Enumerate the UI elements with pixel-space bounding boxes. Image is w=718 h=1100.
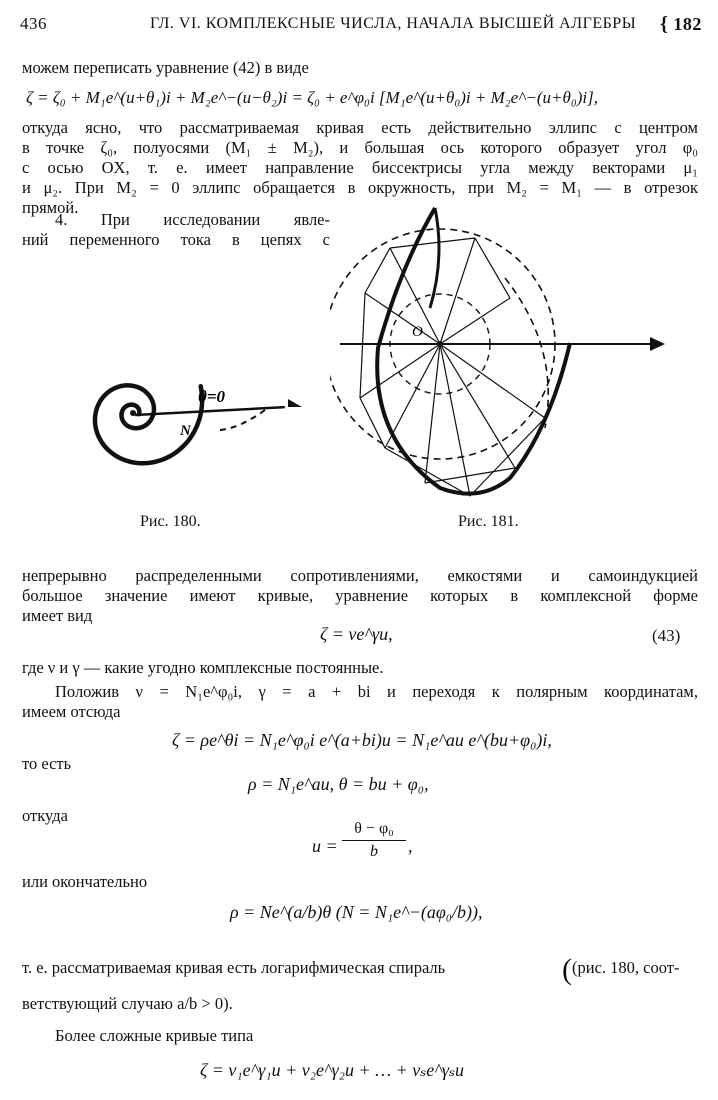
equation-43-number: (43): [652, 626, 681, 645]
para1-line6: прямой.: [22, 198, 79, 217]
para1-line1: можем переписать уравнение (42) в виде: [22, 58, 309, 77]
page-number: 436: [20, 14, 47, 33]
para1-line2: откуда ясно, что рассматриваемая кривая есть действительно эллипс с центром: [22, 118, 698, 137]
spiral-dashed-tail: [220, 410, 265, 430]
otkuda-text: откуда: [22, 806, 68, 825]
para3-line3: имеет вид: [22, 606, 93, 625]
para3-line4: где ν и γ — какие угодно комплексные постоянные.: [22, 658, 384, 677]
to-est-text: то есть: [22, 754, 72, 773]
theta-label: θ=0: [198, 387, 226, 406]
section-number-text: 182: [673, 14, 702, 34]
figure-180-caption: Рис. 180.: [140, 513, 201, 530]
para4-line3a: т. е. рассматриваемая кривая есть логарифмическая спираль: [22, 958, 446, 977]
axis-arrowhead: [288, 399, 302, 407]
running-head: ГЛ. VI. КОМПЛЕКСНЫЕ ЧИСЛА, НАЧАЛА ВЫСШЕЙ АЛГЕБРЫ: [150, 15, 637, 32]
para4-line4: ветствующий случаю a/b > 0).: [22, 994, 233, 1013]
spiral-center: [130, 410, 136, 416]
bold-curve: [377, 208, 570, 494]
origin-label: O: [412, 324, 423, 340]
equation-final-spiral: ρ = Ne^(a/b)θ (N = N₁e^−(aφ₀/b)),: [230, 902, 483, 922]
para3-line1: непрерывно распределенными сопротивлениями, емкостями и самоиндукцией: [22, 566, 698, 585]
equation-u-comma: ,: [408, 836, 413, 856]
equation-ellipse: ζ = ζ₀ + M₁e^(u+θ₁)i + M₂e^−(u−θ₂)i = ζ₀ + e^φ₀i [M₁e^(u+θ₀)i + M₂e^−(u+θ₀)i],: [26, 88, 598, 107]
para2-line2: ний переменного тока в цепях с: [22, 230, 330, 249]
fraction-numerator: θ − φ₀: [354, 820, 394, 837]
equation-rho-theta: ρ = N₁e^au, θ = bu + φ₀,: [248, 774, 429, 794]
fraction-bar: [342, 840, 406, 841]
para3-line2: большое значение имеют кривые, уравнение которых в комплексной форме: [22, 586, 698, 605]
n-label: N: [180, 423, 191, 439]
equation-u-fraction: [342, 820, 406, 861]
bold-curve-upper: [430, 208, 439, 308]
fraction-denominator: b: [370, 843, 378, 860]
center-point: [437, 341, 443, 347]
ili-text: или окончательно: [22, 872, 148, 891]
para4-line3b: ((рис. 180, соот-: [562, 953, 680, 986]
figure-180-spiral: [40, 250, 320, 520]
para2-line1: 4. При исследовании явле-: [55, 210, 330, 229]
real-axis-arrowhead: [650, 337, 665, 351]
para4-line2: имеем отсюда: [22, 702, 121, 721]
equation-u-lhs: u =: [312, 836, 338, 856]
section-number: { 182: [660, 13, 702, 35]
equation-43: ζ = νe^γu,: [320, 624, 393, 644]
figure-181-caption: Рис. 181.: [458, 513, 519, 530]
equation-sum-exponentials: ζ = ν₁e^γ₁u + ν₂e^γ₂u + … + νₛe^γₛu: [200, 1060, 465, 1080]
equation-polar: ζ = ρe^θi = N₁e^φ₀i e^(a+bi)u = N₁e^au e^(bu+φ₀)i,: [172, 730, 552, 750]
construction-lines: [360, 238, 545, 496]
figure-181-diagram: [330, 198, 690, 518]
para1-line4: с осью OX, т. е. имеет направление биссектрисы угла между векторами μ₁: [22, 158, 698, 177]
para1-line5: и μ₂. При M₂ = 0 эллипс обращается в окружность, при M₂ = M₁ — в отрезок: [22, 178, 698, 197]
para5-line1: Более сложные кривые типа: [55, 1026, 254, 1045]
para4-line1: Положив ν = N₁e^φ₀i, γ = a + bi и переходя к полярным координатам,: [55, 682, 698, 701]
para1-line3: в точке ζ₀, полуосями (M₁ ± M₂), и большая ось которого образует угол φ₀: [22, 138, 698, 157]
para4-line3b-text: (рис. 180, соот-: [572, 958, 680, 977]
